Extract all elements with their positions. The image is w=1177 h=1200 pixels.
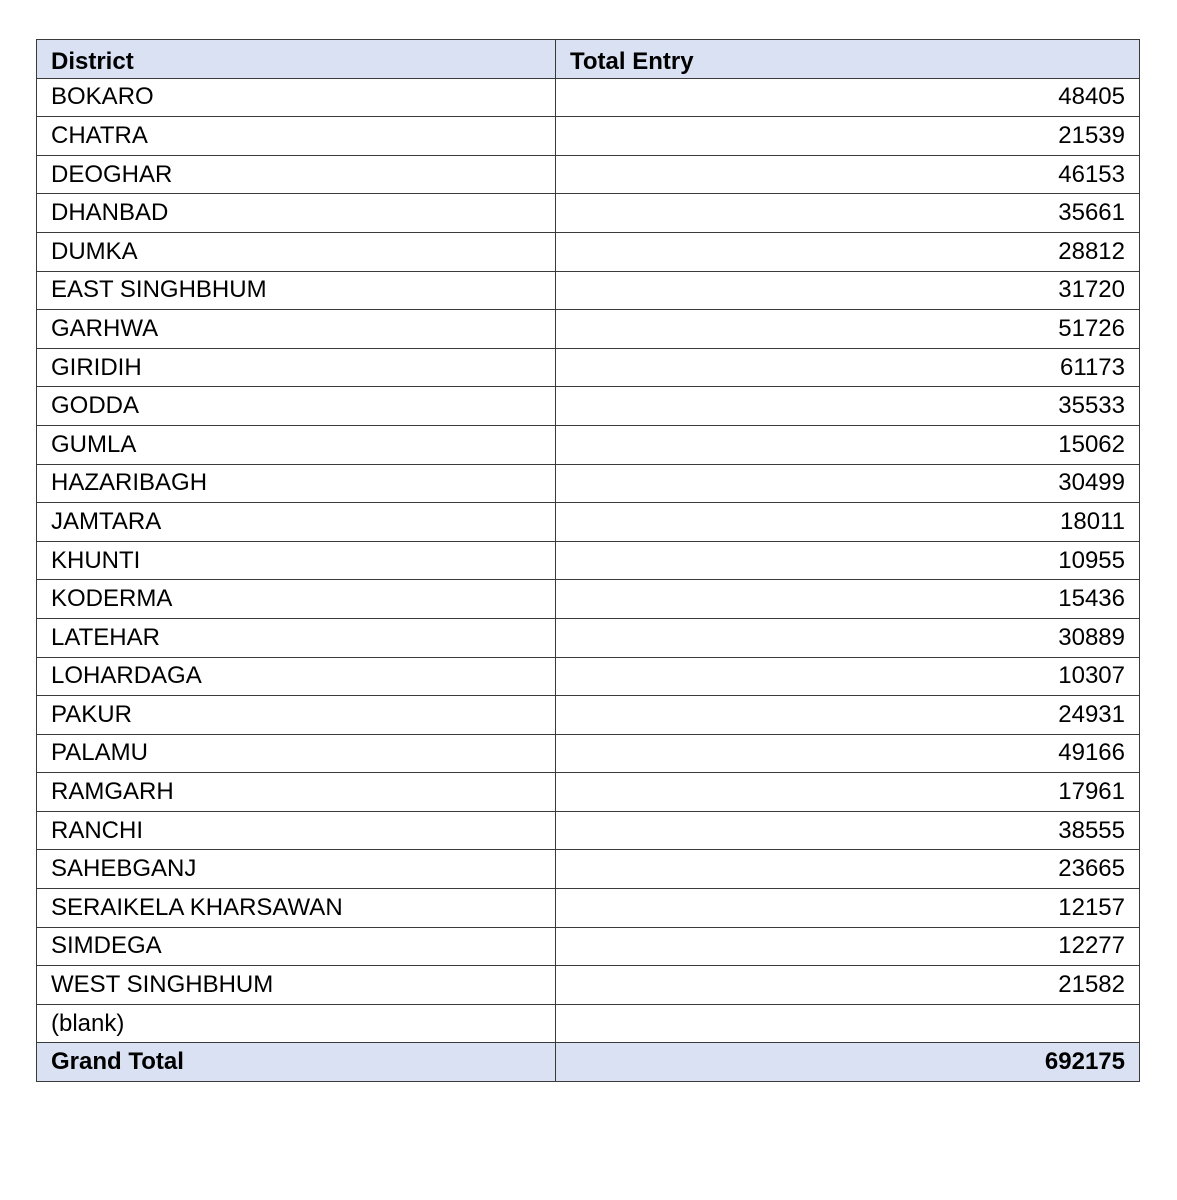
district-cell: CHATRA <box>37 117 556 156</box>
table-body <box>37 78 1140 1043</box>
total-entry-cell: 18011 <box>556 503 1140 542</box>
table-row <box>37 117 1140 156</box>
table-row <box>37 734 1140 773</box>
column-header-total-entry: Total Entry <box>556 40 1140 79</box>
total-entry-cell: 46153 <box>556 155 1140 194</box>
total-entry-cell: 10307 <box>556 657 1140 696</box>
table-row <box>37 811 1140 850</box>
district-cell: (blank) <box>37 1004 556 1043</box>
grand-total-row <box>37 1043 1140 1082</box>
table-row <box>37 1004 1140 1043</box>
total-entry-cell: 17961 <box>556 773 1140 812</box>
district-cell: KHUNTI <box>37 541 556 580</box>
district-cell: GODDA <box>37 387 556 426</box>
total-entry-cell: 23665 <box>556 850 1140 889</box>
table-row <box>37 503 1140 542</box>
total-entry-cell: 21582 <box>556 966 1140 1005</box>
table-row <box>37 155 1140 194</box>
district-cell: SAHEBGANJ <box>37 850 556 889</box>
grand-total-label: Grand Total <box>37 1043 556 1082</box>
table-row <box>37 618 1140 657</box>
table-row <box>37 541 1140 580</box>
table-row <box>37 271 1140 310</box>
header-row <box>37 40 1140 79</box>
table-row <box>37 657 1140 696</box>
table-row <box>37 310 1140 349</box>
total-entry-cell <box>556 1004 1140 1043</box>
total-entry-cell: 35533 <box>556 387 1140 426</box>
total-entry-cell: 61173 <box>556 348 1140 387</box>
district-cell: RAMGARH <box>37 773 556 812</box>
total-entry-cell: 31720 <box>556 271 1140 310</box>
district-cell: DUMKA <box>37 232 556 271</box>
district-cell: BOKARO <box>37 78 556 117</box>
table-row <box>37 348 1140 387</box>
total-entry-cell: 30889 <box>556 618 1140 657</box>
district-cell: LATEHAR <box>37 618 556 657</box>
table-row <box>37 696 1140 735</box>
total-entry-cell: 38555 <box>556 811 1140 850</box>
total-entry-cell: 35661 <box>556 194 1140 233</box>
table-row <box>37 464 1140 503</box>
grand-total-value: 692175 <box>556 1043 1140 1082</box>
district-cell: JAMTARA <box>37 503 556 542</box>
table-row <box>37 850 1140 889</box>
district-cell: PAKUR <box>37 696 556 735</box>
table-row <box>37 232 1140 271</box>
total-entry-cell: 21539 <box>556 117 1140 156</box>
column-header-district: District <box>37 40 556 79</box>
table-row <box>37 78 1140 117</box>
total-entry-cell: 30499 <box>556 464 1140 503</box>
total-entry-cell: 12157 <box>556 889 1140 928</box>
total-entry-cell: 49166 <box>556 734 1140 773</box>
district-cell: DHANBAD <box>37 194 556 233</box>
total-entry-cell: 10955 <box>556 541 1140 580</box>
table-row <box>37 580 1140 619</box>
table-row <box>37 387 1140 426</box>
table-row <box>37 194 1140 233</box>
district-cell: HAZARIBAGH <box>37 464 556 503</box>
district-cell: SERAIKELA KHARSAWAN <box>37 889 556 928</box>
table-row <box>37 773 1140 812</box>
total-entry-cell: 12277 <box>556 927 1140 966</box>
district-cell: EAST SINGHBHUM <box>37 271 556 310</box>
district-cell: DEOGHAR <box>37 155 556 194</box>
total-entry-cell: 28812 <box>556 232 1140 271</box>
table-row <box>37 966 1140 1005</box>
district-cell: KODERMA <box>37 580 556 619</box>
district-cell: GIRIDIH <box>37 348 556 387</box>
total-entry-cell: 15436 <box>556 580 1140 619</box>
total-entry-cell: 15062 <box>556 425 1140 464</box>
table-row <box>37 927 1140 966</box>
total-entry-cell: 48405 <box>556 78 1140 117</box>
table-row <box>37 425 1140 464</box>
district-cell: WEST SINGHBHUM <box>37 966 556 1005</box>
district-cell: LOHARDAGA <box>37 657 556 696</box>
district-entries-table <box>36 39 1140 1082</box>
district-cell: SIMDEGA <box>37 927 556 966</box>
table-row <box>37 889 1140 928</box>
district-cell: PALAMU <box>37 734 556 773</box>
district-cell: GUMLA <box>37 425 556 464</box>
district-cell: GARHWA <box>37 310 556 349</box>
total-entry-cell: 51726 <box>556 310 1140 349</box>
district-cell: RANCHI <box>37 811 556 850</box>
total-entry-cell: 24931 <box>556 696 1140 735</box>
